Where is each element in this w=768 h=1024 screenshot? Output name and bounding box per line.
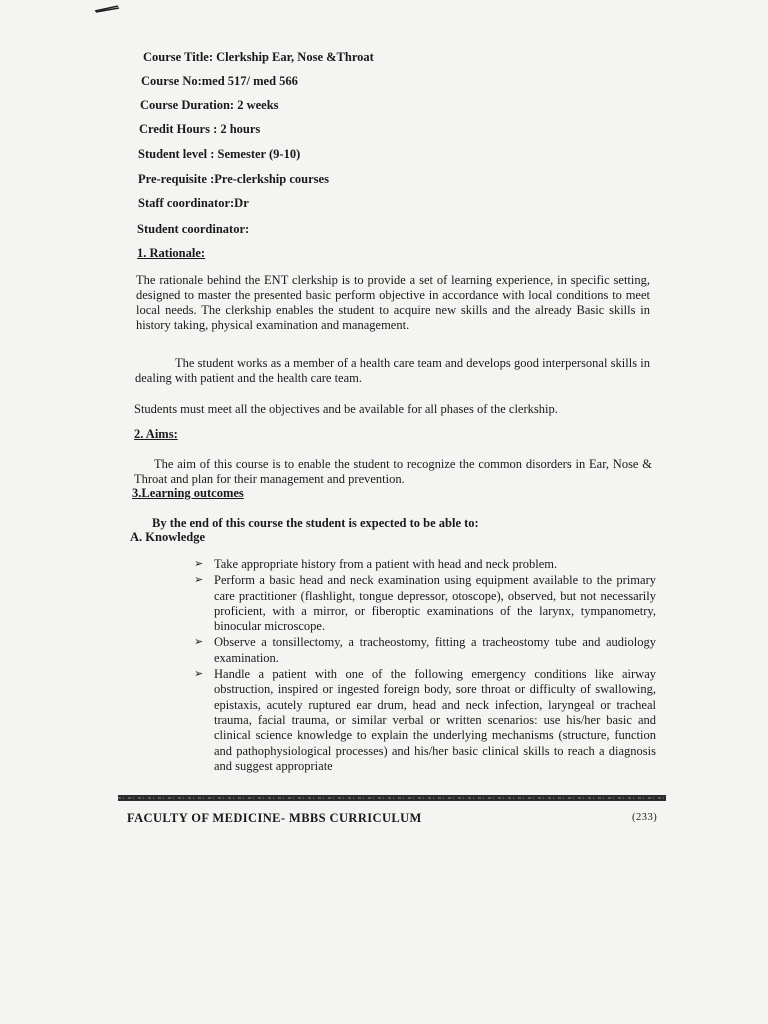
student-level: Student level : Semester (9-10) — [138, 147, 301, 161]
student-coordinator: Student coordinator: — [137, 222, 250, 236]
arrow-bullet-icon: ➢ — [194, 668, 204, 681]
aims-heading: 2. Aims: — [134, 427, 178, 441]
rationale-paragraph-3: Students must meet all the objectives and be available for all phases of the clerkship. — [134, 402, 558, 416]
list-item-text: Observe a tonsillectomy, a tracheostomy, fitting a tracheostomy tube and audiology examination. — [214, 635, 656, 665]
knowledge-heading: A. Knowledge — [130, 530, 205, 544]
rationale-paragraph-1: The rationale behind the ENT clerkship is to provide a set of learning experience, in specific setting, designed to master the presented basic perform objective in accordance with local conditions to meet local needs. The clerkship enables the student to acquire new skills and the already Basic skills in history taking, physical examination and management. — [136, 273, 650, 332]
course-number: Course No:med 517/ med 566 — [141, 74, 298, 88]
credit-hours: Credit Hours : 2 hours — [139, 122, 261, 136]
list-item — [190, 557, 656, 572]
scan-mark-icon — [94, 4, 120, 14]
list-item — [190, 573, 656, 634]
outcomes-intro: By the end of this course the student is expected to be able to: — [152, 516, 479, 530]
list-item — [190, 667, 656, 774]
page-number: (233) — [632, 812, 658, 823]
rationale-heading: 1. Rationale: — [137, 246, 206, 260]
course-duration: Course Duration: 2 weeks — [140, 98, 279, 112]
footer-rule — [118, 795, 666, 801]
course-title: Course Title: Clerkship Ear, Nose &Throat — [143, 50, 374, 64]
knowledge-list — [190, 557, 656, 775]
list-item-text: Take appropriate history from a patient with head and neck problem. — [214, 557, 558, 571]
footer-title: FACULTY OF MEDICINE- MBBS CURRICULUM — [127, 811, 422, 825]
rationale-paragraph-2: The student works as a member of a health care team and develops good interpersonal skills in dealing with patient and the health care team. — [135, 356, 650, 385]
list-item — [190, 635, 656, 666]
arrow-bullet-icon: ➢ — [194, 574, 204, 587]
aims-paragraph: The aim of this course is to enable the student to recognize the common disorders in Ear, Nose & Throat and plan for their management and prevention. — [134, 457, 652, 486]
pre-requisite: Pre-requisite :Pre-clerkship courses — [138, 172, 329, 186]
list-item-text: Perform a basic head and neck examination using equipment available to the primary care practitioner (flashlight, tongue depressor, otoscope), observed, but not necessarily proficient, with a mirror, or fiberoptic examinations of the larynx, tympanometry, binocular microscope. — [214, 573, 656, 634]
list-item-text: Handle a patient with one of the following emergency conditions like airway obstruction, inspired or ingested foreign body, sore throat or difficulty of swallowing, epistaxis, acutely ruptured ear drum, head and neck infection, laryngeal or tracheal trauma, facial trauma, or similar verbal or written scenarios: use his/her basic and clinical science knowledge to explain the underlying mechanisms (structure, function and pathophysiological processes) and his/her basic clinical skills to reach a diagnosis and suggest appropriate — [214, 667, 656, 773]
staff-coordinator: Staff coordinator:Dr — [138, 196, 249, 210]
learning-outcomes-heading: 3.Learning outcomes — [132, 486, 244, 500]
arrow-bullet-icon: ➢ — [194, 636, 204, 649]
arrow-bullet-icon: ➢ — [194, 558, 204, 570]
